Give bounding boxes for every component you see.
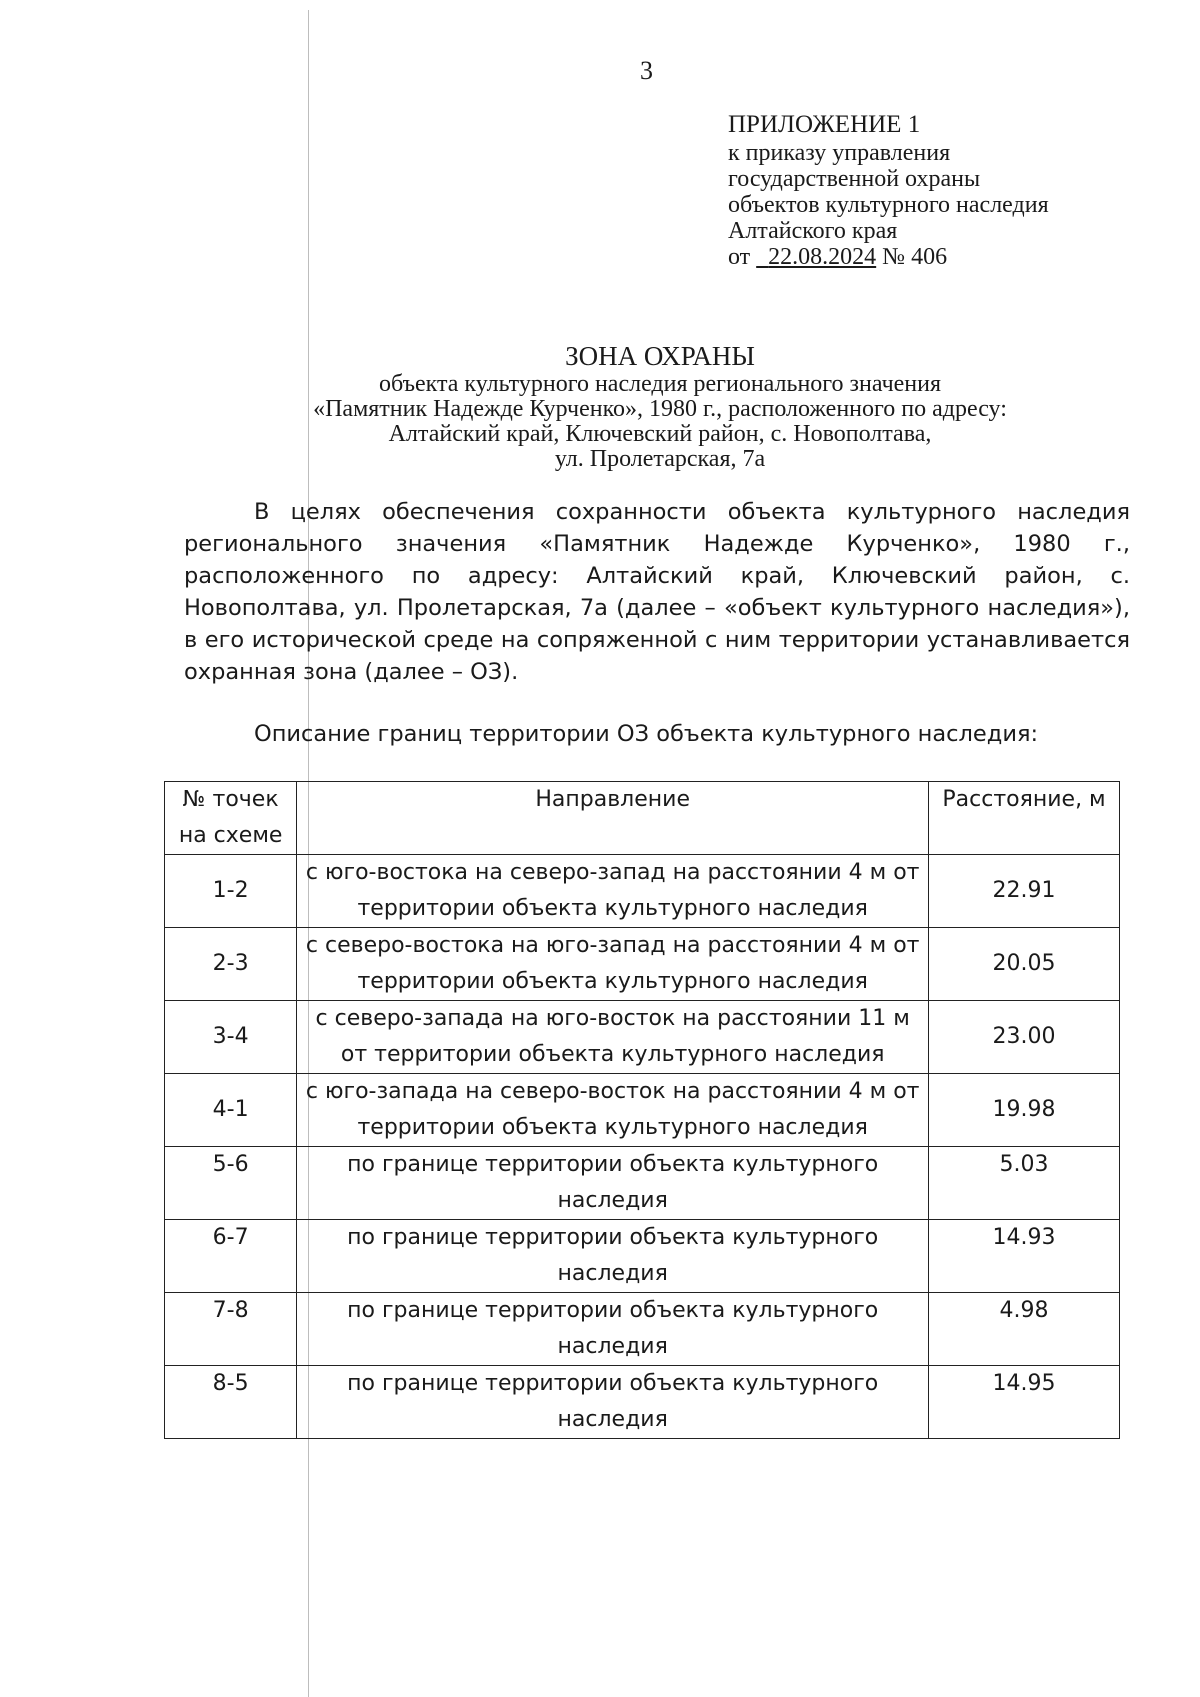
- order-number: № 406: [882, 244, 948, 270]
- cell-distance: 5.03: [929, 1147, 1120, 1220]
- page-number: 3: [640, 56, 653, 85]
- table-row: [165, 1074, 1120, 1147]
- table-caption: Описание границ территории ОЗ объекта культурного наследия:: [254, 721, 1039, 747]
- cell-points: 7-8: [165, 1293, 297, 1366]
- cell-direction: с юго-запада на северо-восток на расстоянии 4 м от территории объекта культурного наследия: [297, 1074, 929, 1147]
- cell-points: 8-5: [165, 1366, 297, 1439]
- header-distance: Расстояние, м: [929, 782, 1120, 855]
- table-row: [165, 928, 1120, 1001]
- cell-points: 6-7: [165, 1220, 297, 1293]
- boundaries-table: [164, 781, 1120, 1439]
- intro-paragraph: В целях обеспечения сохранности объекта культурного наследия регионального значения «Памятник Надежде Курченко», 1980 г., расположенного по адресу: Алтайский край, Ключевский район, с. Новополтава, ул. Пролетарская, 7а (далее – «объект культурного наследия»), в его исторической среде на сопряженной с ним территории устанавливается охранная зона (далее – ОЗ).: [184, 499, 1130, 685]
- cell-distance: 14.93: [929, 1220, 1120, 1293]
- appendix-line: Алтайского края: [728, 218, 898, 244]
- cell-direction: по границе территории объекта культурного наследия: [297, 1293, 929, 1366]
- cell-points: 4-1: [165, 1074, 297, 1147]
- cell-points: 2-3: [165, 928, 297, 1001]
- cell-direction: по границе территории объекта культурного наследия: [297, 1366, 929, 1439]
- appendix-line: объектов культурного наследия: [728, 192, 1049, 218]
- order-date: 22.08.2024: [768, 244, 877, 270]
- cell-points: 3-4: [165, 1001, 297, 1074]
- table-row: [165, 855, 1120, 928]
- cell-direction: с юго-востока на северо-запад на расстоянии 4 м от территории объекта культурного наследия: [297, 855, 929, 928]
- cell-distance: 4.98: [929, 1293, 1120, 1366]
- title-line: ул. Пролетарская, 7а: [554, 446, 766, 472]
- cell-direction: по границе территории объекта культурного наследия: [297, 1147, 929, 1220]
- table-row: [165, 1220, 1120, 1293]
- document-title: [230, 340, 1090, 472]
- title-line: Алтайский край, Ключевский район, с. Новополтава,: [388, 421, 932, 447]
- cell-distance: 20.05: [929, 928, 1120, 1001]
- appendix-line: государственной охраны: [728, 166, 981, 192]
- title-line: объекта культурного наследия регионального значения: [378, 371, 942, 397]
- cell-distance: 14.95: [929, 1366, 1120, 1439]
- title-line: «Памятник Надежде Курченко», 1980 г., расположенного по адресу:: [313, 396, 1007, 422]
- cell-distance: 23.00: [929, 1001, 1120, 1074]
- cell-distance: 22.91: [929, 855, 1120, 928]
- appendix-date-line: [728, 244, 1049, 270]
- table-header-row: [165, 782, 1120, 855]
- table-row: [165, 1001, 1120, 1074]
- cell-distance: 19.98: [929, 1074, 1120, 1147]
- table-row: [165, 1366, 1120, 1439]
- cell-direction: по границе территории объекта культурного наследия: [297, 1220, 929, 1293]
- date-prefix: от: [728, 244, 751, 270]
- appendix-line: к приказу управления: [728, 140, 951, 166]
- cell-points: 1-2: [165, 855, 297, 928]
- cell-points: 5-6: [165, 1147, 297, 1220]
- cell-direction: с северо-запада на юго-восток на расстоянии 11 м от территории объекта культурного наследия: [297, 1001, 929, 1074]
- title-heading: ЗОНА ОХРАНЫ: [565, 341, 755, 371]
- appendix-block: [728, 110, 1049, 270]
- header-direction: Направление: [297, 782, 929, 855]
- appendix-heading: ПРИЛОЖЕНИЕ 1: [728, 111, 921, 138]
- header-points: № точек на схеме: [165, 782, 297, 855]
- table-row: [165, 1147, 1120, 1220]
- table-row: [165, 1293, 1120, 1366]
- cell-direction: с северо-востока на юго-запад на расстоянии 4 м от территории объекта культурного наследия: [297, 928, 929, 1001]
